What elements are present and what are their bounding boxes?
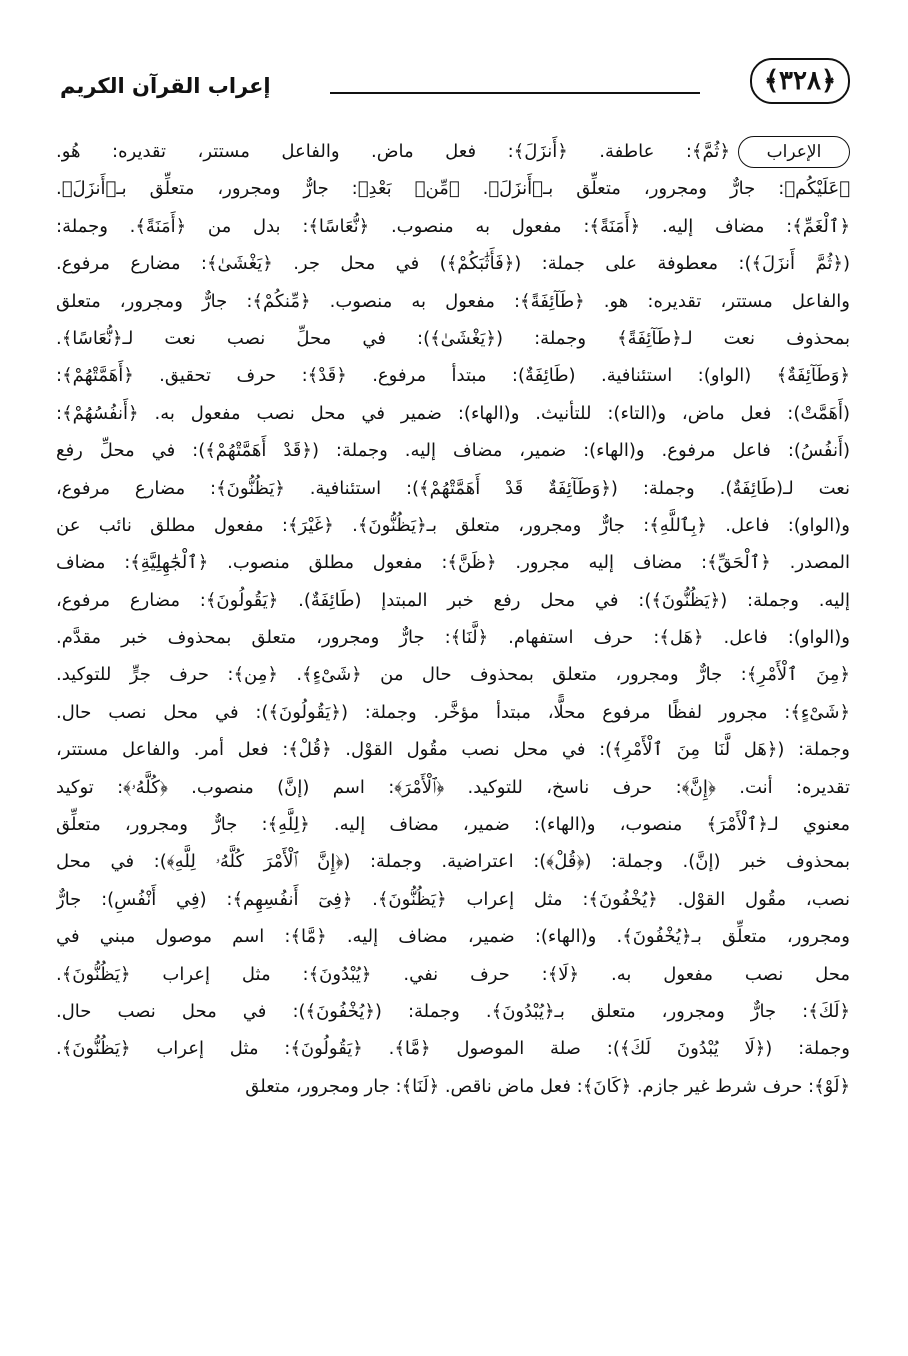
text-line: وجملة: (﴿لَا يُبْدُونَ لَكَ﴾): صلة الموصول ﴿مَّا﴾. ﴿يَقُولُونَ﴾: مثل إعراب ﴿يَظُنُّونَ﴾.	[56, 1038, 850, 1060]
text-line: محل نصب مفعول به. ﴿لَا﴾: حرف نفي. ﴿يُبْدُونَ﴾: مثل إعراب ﴿يَظُنُّونَ﴾.	[56, 963, 850, 985]
text-line: معنوي لـ﴿ٱلْأَمْرَ﴾ منصوب، و(الهاء): ضمير، مضاف إليه. ﴿لِلَّهِ﴾: جارٌّ ومجرور، متعلِّق	[56, 814, 850, 836]
text-line: ﴿شَىْءٍ﴾: مجرور لفظًا مرفوع محلًّا، مبتدأ مؤخَّر. وجملة: (﴿يَقُولُونَ﴾): في محل نصب حال.	[56, 701, 850, 723]
page-header	[60, 58, 850, 110]
text-line: وجملة: (﴿هَل لَّنَا مِنَ ٱلْأَمْرِ﴾): في محل نصب مقُول القوْل. ﴿قُلْ﴾: فعل أمر. والفاعل مستتر،	[56, 739, 850, 761]
text-line: ﴿ثُمَّ﴾: عاطفة. ﴿أَنزَلَ﴾: فعل ماض. والفاعل مستتر، تقديره: هُو.	[56, 141, 730, 162]
text-line: و(الواو): فاعل. ﴿بِٱللَّهِ﴾: جارٌّ ومجرور، متعلق بـ﴿يَظُنُّونَ﴾. ﴿غَيْرَ﴾: مفعول مطلق نائب عن	[56, 514, 850, 536]
text-line: إليه. وجملة: (﴿يَظُنُّونَ﴾): في محل رفع خبر المبتدإ (طَائِفَةٌ). ﴿يَقُولُونَ﴾: مضارع مرفوع،	[56, 589, 850, 611]
text-line: نصب، مقُول القوْل. ﴿يُخْفُونَ﴾: مثل إعراب ﴿يَظُنُّونَ﴾. ﴿فِىٓ أَنفُسِهِم﴾: (فِي أَنْفُسِ): جارٌّ	[56, 888, 850, 910]
page-number: ﴿٣٢٨﴾	[750, 58, 850, 104]
text-lines	[56, 133, 850, 1105]
text-line: والفاعل مستتر، تقديره: هو. ﴿طَآئِفَةً﴾: مفعول به منصوب. ﴿مِّنكُمْ﴾: جارٌّ ومجرور، متعلق	[56, 290, 850, 312]
text-line: المصدر. ﴿ٱلْحَقِّ﴾: مضاف إليه مجرور. ﴿ظَنَّ﴾: مفعول مطلق منصوب. ﴿ٱلْجَٰهِلِيَّةِ﴾: مضاف	[56, 552, 850, 574]
text-line: ومجرور، متعلِّق بـ﴿يُخْفُونَ﴾. و(الهاء): ضمير، مضاف إليه. ﴿مَّا﴾: اسم موصول مبني في	[56, 926, 850, 948]
page-body	[56, 133, 850, 1105]
section-label-irab: الإعراب	[738, 136, 850, 168]
text-line: ﴿ٱلْغَمِّ﴾: مضاف إليه. ﴿أَمَنَةً﴾: مفعول به منصوب. ﴿نُّعَاسًا﴾: بدل من ﴿أَمَنَةً﴾. وجملة:	[56, 215, 850, 237]
text-line: و(الواو): فاعل. ﴿هَل﴾: حرف استفهام. ﴿لَّنَا﴾: جارٌّ ومجرور، متعلق بمحذوف خبر مقدَّم.	[56, 627, 850, 649]
text-line: ﴿مِنَ ٱلْأَمْرِ﴾: جارٌّ ومجرور، متعلق بمحذوف حال من ﴿شَىْءٍ﴾. ﴿مِن﴾: حرف جرٍّ للتوكيد.	[56, 664, 850, 686]
text-line: تقديره: أنت. ﴿إِنَّ﴾: حرف ناسخ، للتوكيد. ﴿ٱلْأَمْرَ﴾: اسم (إنَّ) منصوب. ﴿كُلَّهُۥ﴾: توكيد	[56, 776, 850, 798]
book-title: إعراب القرآن الكريم	[60, 74, 271, 98]
text-line: ﴿عَلَيْكُم﴾: جارٌّ ومجرور، متعلِّق بـ﴿أَنزَلَ﴾. ﴿مِّنۢ بَعْدِ﴾: جارٌّ ومجرور، متعلِّق بـ﴿أَنزَلَ﴾.	[56, 178, 850, 200]
text-line: نعت لـ(طَائِفَةٌ). وجملة: (﴿وَطَآئِفَةٌ قَدْ أَهَمَّتْهُمْ﴾): استئنافية. ﴿يَظُنُّونَ﴾: مضارع مرفوع،	[56, 477, 850, 499]
text-line: (﴿ثُمَّ أَنزَلَ﴾): معطوفة على جملة: (﴿فَأَثَٰبَكُمْ﴾) في محل جر. ﴿يَغْشَىٰ﴾: مضارع مرفوع.	[56, 253, 850, 275]
text-line: (أَنفُسُ): فاعل مرفوع. و(الهاء): ضمير، مضاف إليه. وجملة: (﴿قَدْ أَهَمَّتْهُمْ﴾): في محلِّ رفع	[56, 440, 850, 462]
text-line: ﴿وَطَآئِفَةٌ﴾ (الواو): استئنافية. (طَائِفَةٌ): مبتدأ مرفوع. ﴿قَدْ﴾: حرف تحقيق. ﴿أَهَمَّتْهُمْ﴾:	[56, 365, 850, 387]
text-line: بمحذوف نعت لـ﴿طَآئِفَةً﴾ وجملة: (﴿يَغْشَىٰ﴾): في محلِّ نصب نعت لـ﴿نُّعَاسًا﴾.	[56, 327, 850, 349]
text-line: ﴿لَوْ﴾: حرف شرط غير جازم. ﴿كَانَ﴾: فعل ماض ناقص. ﴿لَنَا﴾: جار ومجرور، متعلق	[245, 1075, 850, 1097]
text-line: ﴿لَكَ﴾: جارٌّ ومجرور، متعلق بـ﴿يُبْدُونَ﴾. وجملة: (﴿يُخْفُونَ﴾): في محل نصب حال.	[56, 1000, 850, 1022]
text-line: (أَهَمَّتْ): فعل ماض، و(التاء): للتأنيث. و(الهاء): ضمير في محل نصب مفعول به. ﴿أَنفُسُهُمْ﴾:	[56, 402, 850, 424]
header-divider	[330, 92, 700, 94]
text-line: بمحذوف خبر (إنَّ). وجملة: (﴿قُلْ﴾): اعتراضية. وجملة: (﴿إِنَّ ٱلْأَمْرَ كُلَّهُۥ لِلَّهِ﴾): في محل	[56, 851, 850, 873]
